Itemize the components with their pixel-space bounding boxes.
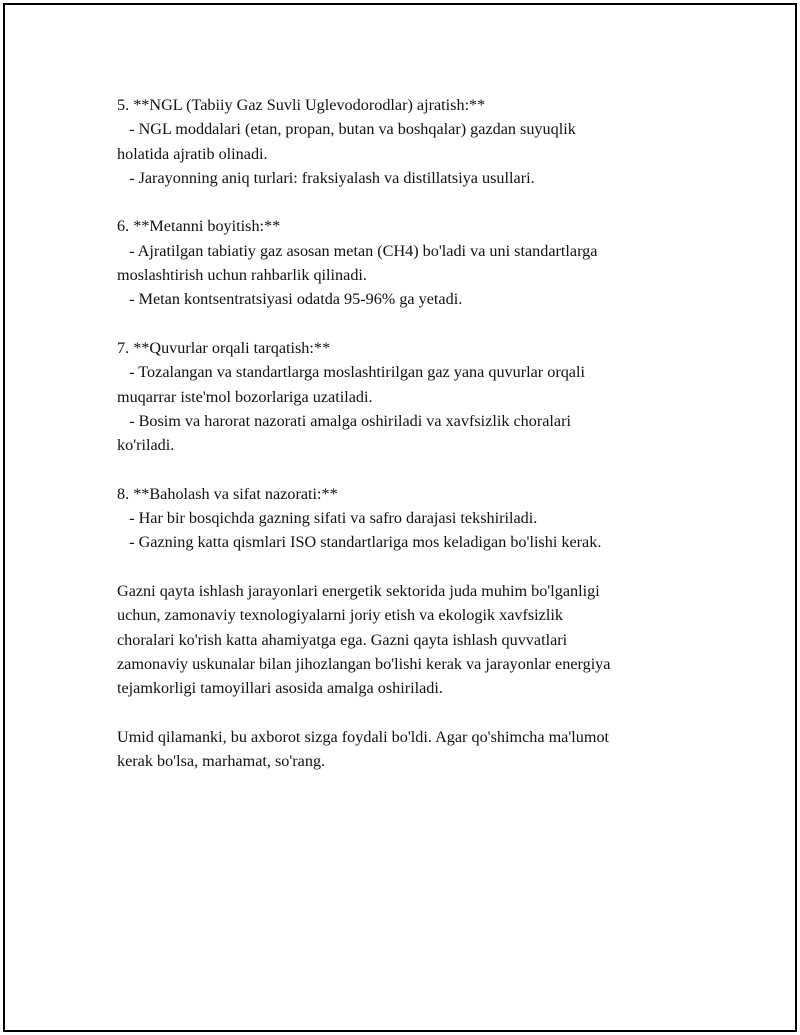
section-heading: 8. **Baholash va sifat nazorati:** xyxy=(117,484,338,503)
bullet-line: - Ajratilgan tabiatiy gaz asosan metan (CH4) bo'ladi va uni standartlarga xyxy=(117,241,598,260)
bullet-line-continuation: holatida ajratib olinadi. xyxy=(117,144,268,163)
paragraph-gap xyxy=(117,700,697,724)
bullet-line: - NGL moddalari (etan, propan, butan va boshqalar) gazdan suyuqlik xyxy=(117,120,576,139)
bullet-line: - Bosim va harorat nazorati amalga oshiriladi va xavfsizlik choralari xyxy=(117,411,571,430)
section-quality-control xyxy=(117,482,697,555)
paragraph-line: zamonaviy uskunalar bilan jihozlangan bo'lishi kerak va jarayonlar energiya xyxy=(117,654,611,673)
paragraph-line: kerak bo'lsa, marhamat, so'rang. xyxy=(117,752,326,771)
bullet-line: - Jarayonning aniq turlari: fraksiyalash va distillatsiya usullari. xyxy=(117,168,535,187)
paragraph-gap xyxy=(117,312,697,336)
bullet-line: - Metan kontsentratsiyasi odatda 95-96% ga yetadi. xyxy=(117,290,463,309)
bullet-line: - Har bir bosqichda gazning sifati va safro darajasi tekshiriladi. xyxy=(117,509,538,528)
paragraph-gap xyxy=(117,190,697,214)
paragraph-line: choralari ko'rish katta ahamiyatga ega. Gazni qayta ishlash quvvatlari xyxy=(117,630,568,649)
summary-paragraph xyxy=(117,579,697,700)
bullet-line-continuation: muqarrar iste'mol bozorlariga uzatiladi. xyxy=(117,387,373,406)
document-body xyxy=(117,93,697,773)
closing-paragraph xyxy=(117,725,697,774)
paragraph-line: Umid qilamanki, bu axborot sizga foydali bo'ldi. Agar qo'shimcha ma'lumot xyxy=(117,727,610,746)
section-heading: 6. **Metanni boyitish:** xyxy=(117,217,281,236)
bullet-line: - Gazning katta qismlari ISO standartlariga mos keladigan bo'lishi kerak. xyxy=(117,533,602,552)
bullet-line: - Tozalangan va standartlarga moslashtirilgan gaz yana quvurlar orqali xyxy=(117,363,585,382)
paragraph-line: Gazni qayta ishlash jarayonlari energetik sektorida juda muhim bo'lganligi xyxy=(117,581,600,600)
bullet-line-continuation: moslashtirish uchun rahbarlik qilinadi. xyxy=(117,266,367,285)
paragraph-gap xyxy=(117,555,697,579)
paragraph-line: uchun, zamonaviy texnologiyalarni joriy etish va ekologik xavfsizlik xyxy=(117,606,563,625)
section-ngl-separation xyxy=(117,93,697,190)
bullet-line-continuation: ko'riladi. xyxy=(117,436,175,455)
section-pipeline-distribution xyxy=(117,336,697,457)
section-methane-enrichment xyxy=(117,214,697,311)
paragraph-line: tejamkorligi tamoyillari asosida amalga oshiriladi. xyxy=(117,679,443,698)
section-heading: 5. **NGL (Tabiiy Gaz Suvli Uglevodorodlar) ajratish:** xyxy=(117,96,486,114)
section-heading: 7. **Quvurlar orqali tarqatish:** xyxy=(117,338,331,357)
paragraph-gap xyxy=(117,457,697,481)
